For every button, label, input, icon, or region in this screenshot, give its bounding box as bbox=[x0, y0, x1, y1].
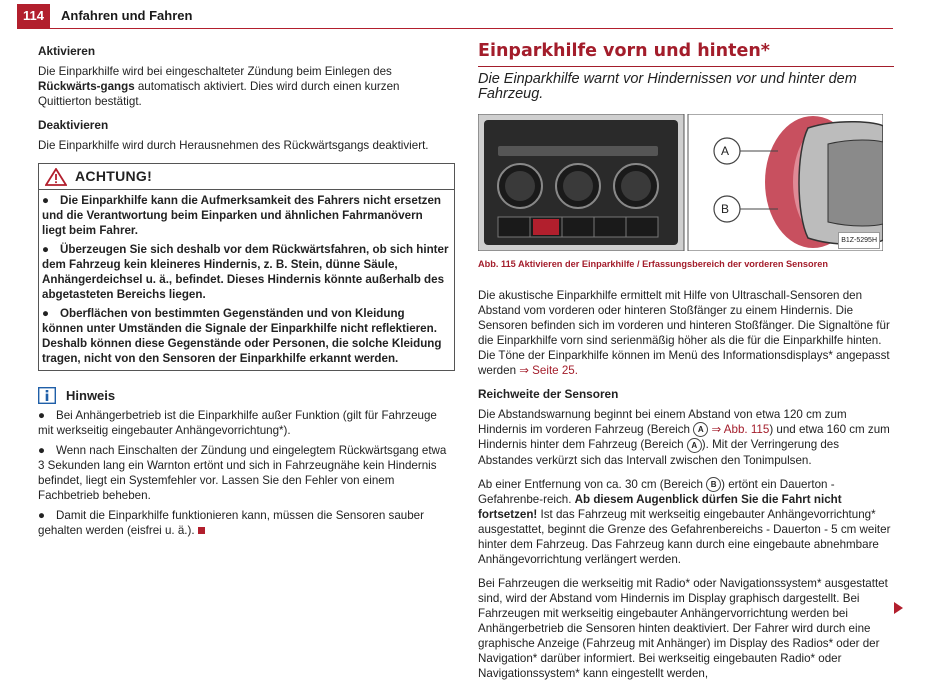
activate-heading: Aktivieren bbox=[38, 44, 96, 58]
end-square-icon bbox=[198, 527, 205, 534]
section-title: Einparkhilfe vorn und hinten* bbox=[478, 41, 770, 61]
warning-item: ● Die Einparkhilfe kann die Aufmerksamkeit des Fahrers nicht ersetzen und die Verantwortung beim Einparken und ähnlichen Fahrmanövern liegt beim Fahrer. bbox=[42, 194, 442, 237]
bullet-icon: ● bbox=[42, 243, 50, 256]
warning-header bbox=[39, 164, 454, 190]
bullet-icon: ● bbox=[38, 409, 46, 422]
range-heading: Reichweite der Sensoren bbox=[478, 387, 619, 401]
left-column bbox=[38, 44, 455, 543]
zone-a-marker: A bbox=[687, 438, 702, 453]
note-item: ● Bei Anhängerbetrieb ist die Einparkhilfe außer Funktion (gilt für Fahrzeuge mit werkseitig eingebauter Anhängevorrichtung*). bbox=[38, 409, 437, 437]
info-icon bbox=[38, 387, 56, 404]
section-subtitle: Die Einparkhilfe warnt vor Hindernissen vor und hinter dem Fahrzeug. bbox=[478, 71, 857, 102]
warning-box bbox=[38, 163, 455, 371]
note-header bbox=[38, 387, 455, 404]
bullet-icon: ● bbox=[38, 509, 46, 522]
range-paragraph-2: Ab einer Entfernung von ca. 30 cm (Bereich B ) ertönt ein Dauerton - Gefahrenbe-reich. Ab diesem Augenblick dürfen Sie die Fahrt nicht fortsetzen! Ist das Fahrzeug mit werkseitig eingebauter Anhängevorrichtung* ausgestattet, beginnt die Grenze des Gefahrenbereichs - Dauerton - 5 cm weiter hinter dem Fahrzeug. Das Fahrzeug kann durch eine eingebaute abnehmbare Anhängevorrichtung verlängert werden. bbox=[478, 477, 891, 567]
figure-label-b: B bbox=[721, 202, 730, 216]
zone-a-marker: A bbox=[693, 422, 708, 437]
warning-item: ● Oberflächen von bestimmten Gegenständen und von Kleidung können unter Umständen die Signale der Einparkhilfe nicht reflektieren. Deshalb können diese Gegenstände oder Personen, die solche Kleidung tragen, nicht von den Sensoren der Einparkhilfe erkannt werden. bbox=[42, 307, 442, 365]
page-number: 114 bbox=[17, 4, 50, 28]
chapter-title: Anfahren und Fahren bbox=[61, 8, 193, 23]
figure-label-a: A bbox=[721, 144, 730, 158]
note-item: ● Damit die Einparkhilfe funktionieren kann, müssen die Sensoren sauber gehalten werden (eisfrei u. ä.). bbox=[38, 509, 424, 537]
section-rule bbox=[478, 66, 894, 67]
note-title: Hinweis bbox=[66, 388, 116, 403]
bullet-icon: ● bbox=[42, 194, 50, 207]
note-item: ● Wenn nach Einschalten der Zündung und eingelegtem Rückwärtsgang etwa 3 Sekunden lang ein Warnton ertönt und sich in Fahrzeugnähe kein Hindernis befindet, liegt ein Systemfehler vor. Lassen Sie den Fehler von einem Fachbetrieb beheben. bbox=[38, 444, 447, 502]
header-rule bbox=[17, 28, 893, 29]
intro-text: Die akustische Einparkhilfe ermittelt mit Hilfe von Ultraschall-Sensoren den Abstand vom vorderen oder hinteren Stoßfänger zu einem Hindernis. Die Sensoren befinden sich im vorderen und hinteren Stoßfänger. Die Signaltöne für die Einparkhilfe vorn sind serienmäßig höher als die für die Einparkhilfe hinten. Die Töne der Einparkhilfe können im Menü des Informationsdisplays* angepasst werden ⇒ Seite 25. bbox=[478, 289, 890, 377]
range-paragraph-1: Die Abstandswarnung beginnt bei einem Abstand von etwa 120 cm zum Hindernis im vorderen Fahrzeug (Bereich A ⇒ Abb. 115) und etwa 160 cm zum Hindernis hinter dem Fahrzeug (Bereich A ). Mit der Verringerung des Abstandes verkürzt sich das Intervall zwischen den Tonimpulsen. bbox=[478, 408, 890, 467]
figure-illustration bbox=[478, 114, 883, 251]
warning-title: ACHTUNG! bbox=[75, 168, 153, 184]
figure-reference-link[interactable]: ⇒ Abb. 115 bbox=[711, 423, 770, 436]
figure-115 bbox=[478, 114, 883, 251]
right-column bbox=[478, 41, 896, 681]
warning-triangle-icon bbox=[45, 168, 67, 186]
continue-arrow-icon bbox=[894, 602, 903, 614]
figure-caption: Abb. 115 Aktivieren der Einparkhilfe / Erfassungsbereich der vorderen Sensoren bbox=[478, 259, 828, 269]
deactivate-text: Die Einparkhilfe wird durch Herausnehmen des Rückwärtsgangs deaktiviert. bbox=[38, 139, 429, 152]
bullet-icon: ● bbox=[42, 307, 50, 320]
zone-b-marker: B bbox=[706, 477, 721, 492]
bullet-icon: ● bbox=[38, 444, 46, 457]
figure-code: B1Z-5295H bbox=[838, 232, 880, 249]
page-reference-link[interactable]: ⇒ Seite 25. bbox=[519, 364, 578, 377]
warning-item: ● Überzeugen Sie sich deshalb vor dem Rückwärtsfahren, ob sich hinter dem Fahrzeug kein kleineres Hindernis, z. B. Stein, dünne Säule, Anhängerdeichsel u. ä., befindet. Dieses Hindernis könnte außerhalb des abgetasteten Bereichs liegen. bbox=[42, 243, 449, 301]
range-paragraph-3: Bei Fahrzeugen die werkseitig mit Radio* oder Navigationssystem* ausgestattet sind, wird der Abstand vom Hindernis im Display graphisch dargestellt. Bei Fahrzeugen mit werkseitig eingebauter Anhängervorrichtung werden bei Anhängerbetrieb die Sensoren hinten deaktiviert. Der Fahrer wird durch eine graphische Anzeige (Fahrzeug mit Anhänger) im Display des Radios* oder der Navigation* darüber informiert. Bei werkseitig eingebauten Radio* oder Navigationssystem* kann eingestellt werden, bbox=[478, 577, 888, 681]
activate-text: Die Einparkhilfe wird bei eingeschalteter Zündung beim Einlegen des Rückwärts-gangs automatisch aktiviert. Dies wird durch einen kurzen Quittierton bestätigt. bbox=[38, 65, 400, 108]
deactivate-heading: Deaktivieren bbox=[38, 118, 109, 132]
